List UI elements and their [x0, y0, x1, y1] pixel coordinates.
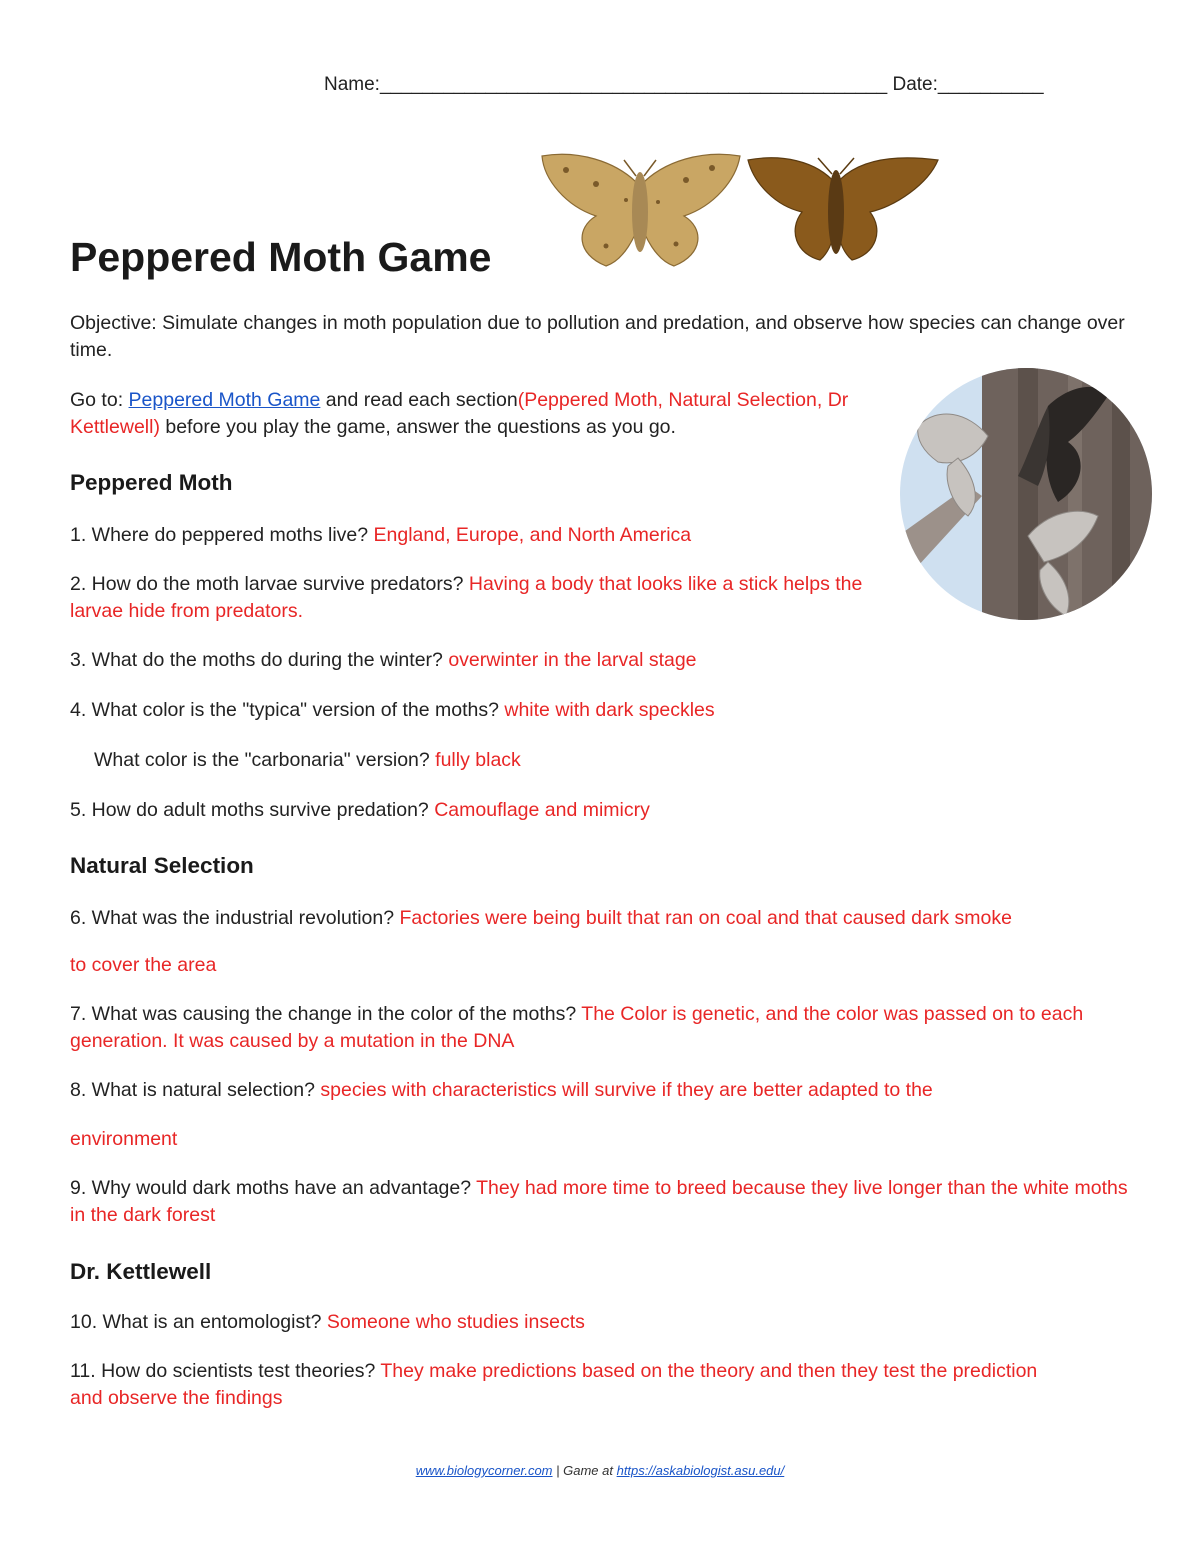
question-3: [70, 647, 697, 674]
question-text: 1. Where do peppered moths live?: [70, 524, 374, 546]
question-text: 5. How do adult moths survive predation?: [70, 799, 435, 821]
moths-on-tree-illustration: [898, 366, 1154, 622]
question-text: 8. What is natural selection?: [70, 1079, 321, 1101]
footer-middle: | Game at: [552, 1463, 617, 1478]
question-text: What color is the "carbonaria" version?: [94, 749, 436, 771]
objective-text: Objective: Simulate changes in moth population due to pollution and predation, and observe how species can change over time.: [70, 312, 1125, 361]
date-label: Date:: [892, 74, 938, 95]
question-11: [70, 1358, 1070, 1412]
question-text: 11. How do scientists test theories?: [70, 1360, 381, 1382]
question-4: [70, 697, 715, 724]
answer-text: white with dark speckles: [504, 699, 715, 721]
question-text: 6. What was the industrial revolution?: [70, 907, 400, 929]
answer-text: They had more time to breed because they live longer than the white moths in the dark forest: [70, 1177, 1128, 1226]
answer-text: Having a body that looks like a stick helps the larvae hide from predators.: [70, 573, 863, 622]
answer-text: Factories were being built that ran on coal and that caused dark smoke: [399, 907, 1012, 929]
goto-sections: (Peppered Moth, Natural Selection, Dr Kettlewell): [70, 389, 849, 438]
question-7: [70, 1001, 1130, 1055]
answer-text: species with characteristics will survive if they are better adapted to the: [320, 1079, 933, 1101]
question-1: [70, 522, 691, 549]
answer-text: Camouflage and mimicry: [434, 799, 650, 821]
name-date-line: [324, 74, 1044, 96]
question-2: [70, 571, 870, 625]
section-heading-natural-selection: Natural Selection: [70, 853, 254, 878]
answer-text: England, Europe, and North America: [373, 524, 692, 546]
askabiologist-link[interactable]: https://askabiologist.asu.edu/: [616, 1463, 785, 1478]
answer-text: The Color is genetic, and the color was passed on to each generation. It was caused by a mutation in the DNA: [70, 1003, 1084, 1052]
question-text: 9. Why would dark moths have an advantage?: [70, 1177, 477, 1199]
goto-suffix: before you play the game, answer the questions as you go.: [159, 416, 676, 438]
answer-text: overwinter in the larval stage: [448, 649, 697, 671]
name-label: Name:: [324, 74, 380, 95]
name-blank: ________________________________________________: [379, 74, 888, 95]
section-heading-peppered-moth: Peppered Moth: [70, 470, 233, 495]
question-text: 2. How do the moth larvae survive predators?: [70, 573, 469, 595]
question-text: 7. What was causing the change in the color of the moths?: [70, 1003, 582, 1025]
question-text: 4. What color is the "typica" version of the moths?: [70, 699, 505, 721]
peppered-moth-game-link[interactable]: Peppered Moth Game: [128, 389, 321, 411]
date-blank: __________: [937, 74, 1044, 95]
question-10: [70, 1309, 585, 1336]
question-6-answer-cont: to cover the area: [70, 954, 217, 976]
question-4b: [94, 747, 521, 774]
biologycorner-link[interactable]: www.biologycorner.com: [415, 1463, 553, 1478]
answer-text: Someone who studies insects: [326, 1311, 585, 1333]
question-8-answer-cont: environment: [70, 1128, 178, 1150]
light-moth-icon: [542, 154, 740, 266]
question-text: 3. What do the moths do during the winter?: [70, 649, 449, 671]
goto-middle: and read each section: [320, 389, 518, 411]
goto-prefix: Go to:: [70, 389, 129, 411]
goto-paragraph: [70, 387, 890, 441]
answer-text: fully black: [435, 749, 521, 771]
question-8: [70, 1077, 933, 1104]
question-5: [70, 797, 650, 824]
page-title: Peppered Moth Game: [70, 234, 492, 280]
dark-moth-icon: [748, 158, 938, 260]
page-footer: [0, 1463, 1200, 1478]
question-9: [70, 1175, 1130, 1229]
question-6: [70, 905, 1012, 932]
section-heading-kettlewell: Dr. Kettlewell: [70, 1259, 212, 1284]
answer-text: They make predictions based on the theory and then they test the prediction and observe the findings: [70, 1360, 1038, 1409]
question-text: 10. What is an entomologist?: [70, 1311, 327, 1333]
moth-pair-illustration: [536, 150, 944, 278]
